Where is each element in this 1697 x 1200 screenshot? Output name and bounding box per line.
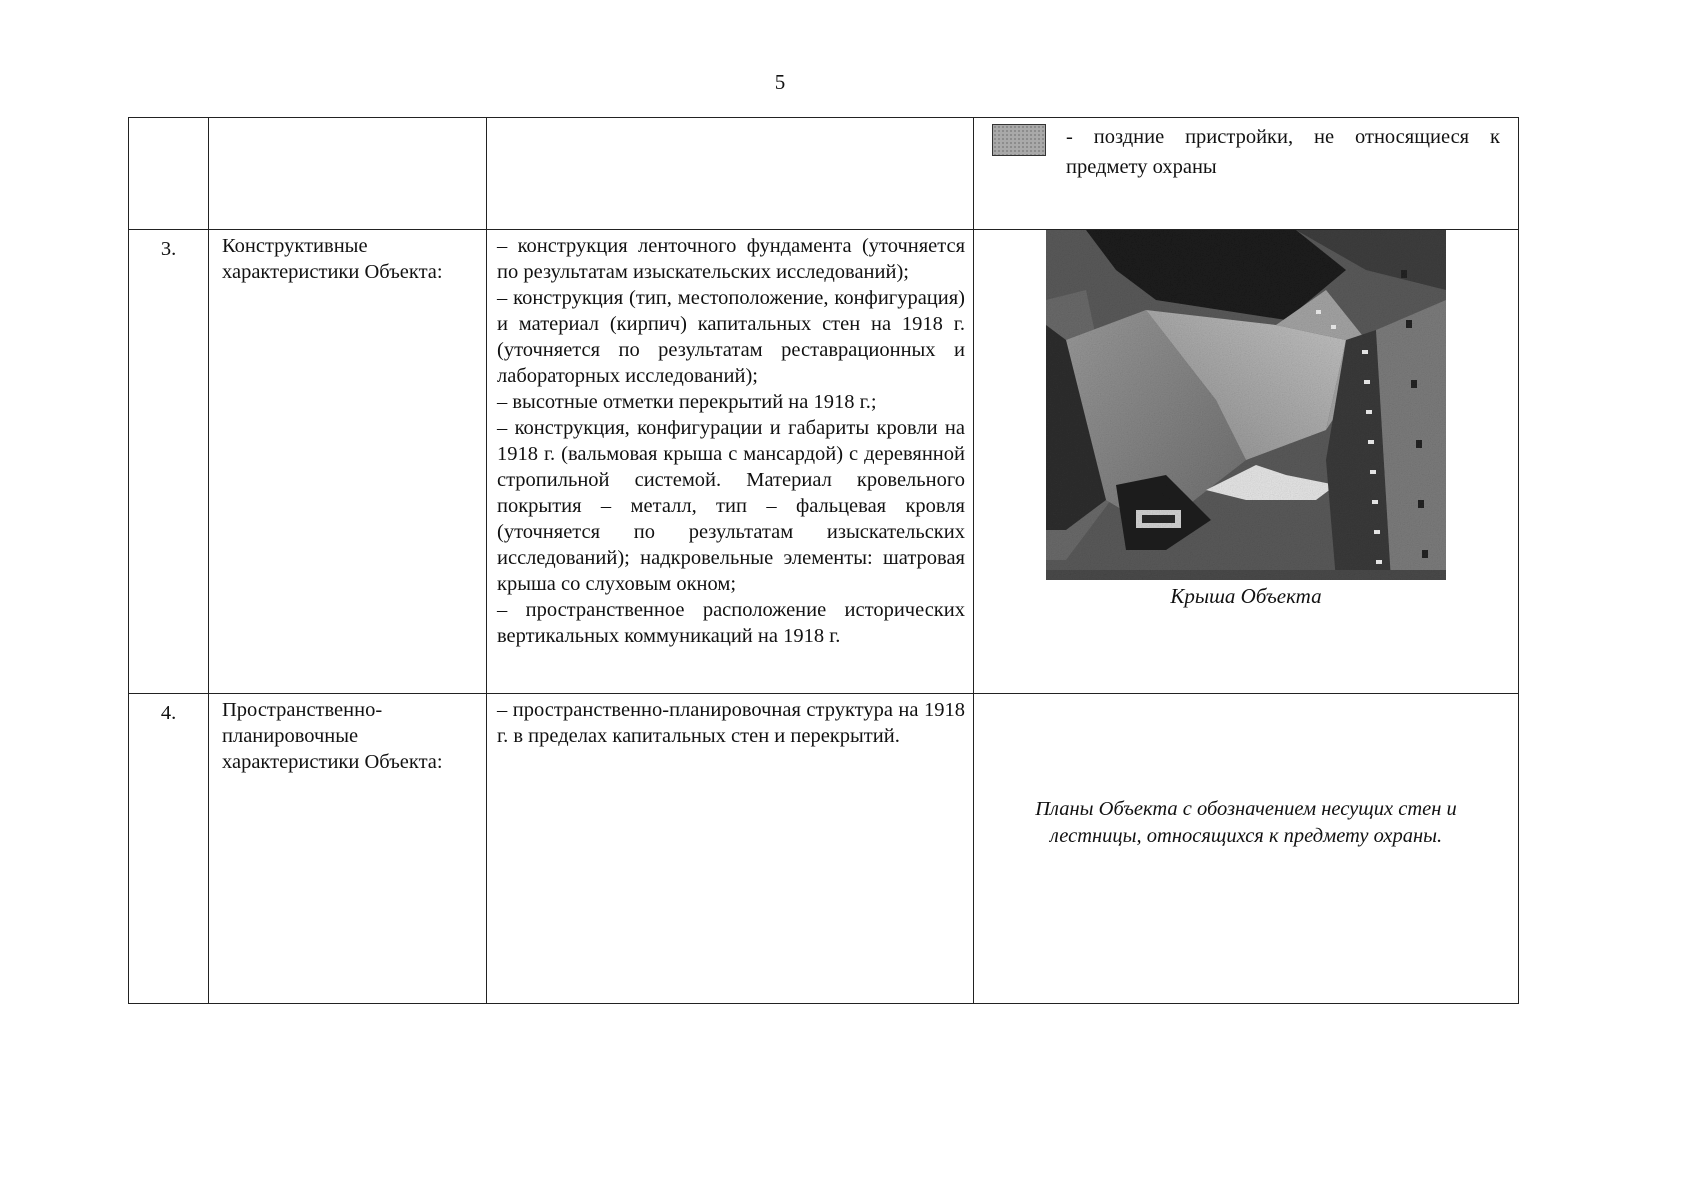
characteristic-description — [487, 230, 974, 694]
characteristic-name: Конструктивные характеристики Объекта: — [209, 230, 487, 694]
table-row-continuation — [129, 118, 1519, 230]
roof-aerial-photo — [1046, 230, 1446, 580]
protection-subject-table — [128, 117, 1519, 1004]
late-additions-swatch — [992, 124, 1046, 156]
plans-caption: Планы Объекта с обозначением несущих стен и лестницы, относящихся к предмету охраны. — [1035, 798, 1457, 847]
name-cell-empty — [209, 118, 487, 230]
description-item: – конструкция, конфигурации и габариты кровли на 1918 г. (вальмовая крыша с мансардой) с деревянной стропильной системой. Материал кровельного покрытия – металл, тип – фальцевая кровля (уточняется по результатам изыскательских исследований); надкровельные элементы: шатровая крыша со слуховым окном; — [497, 417, 965, 595]
illustration-cell — [974, 694, 1519, 1004]
description-item: – конструкция (тип, местоположение, конфигурация) и материал (кирпич) капитальных стен на 1918 г. (уточняется по результатам реставрационных и лабораторных исследований); — [497, 287, 965, 387]
description-item: – конструкция ленточного фундамента (уточняется по результатам изыскательских исследований); — [497, 235, 965, 283]
roof-photo-caption: Крыша Объекта — [1170, 584, 1322, 608]
description-cell-empty — [487, 118, 974, 230]
description-item: – пространственно-планировочная структура на 1918 г. в пределах капитальных стен и перекрытий. — [497, 699, 965, 747]
characteristic-name: Пространственно-планировочные характеристики Объекта: — [209, 694, 487, 1004]
row-number: 4. — [129, 694, 209, 1004]
number-cell-empty — [129, 118, 209, 230]
description-item: – пространственное расположение исторических вертикальных коммуникаций на 1918 г. — [497, 599, 965, 647]
legend — [974, 118, 1518, 182]
table-row — [129, 694, 1519, 1004]
legend-text: - поздние пристройки, не относящиеся к предмету охраны — [1066, 126, 1500, 178]
description-item: – высотные отметки перекрытий на 1918 г.; — [497, 391, 877, 413]
page-number: 5 — [774, 70, 786, 94]
table-row — [129, 230, 1519, 694]
illustration-cell — [974, 230, 1519, 694]
legend-cell — [974, 118, 1519, 230]
row-number: 3. — [129, 230, 209, 694]
characteristic-description — [487, 694, 974, 1004]
